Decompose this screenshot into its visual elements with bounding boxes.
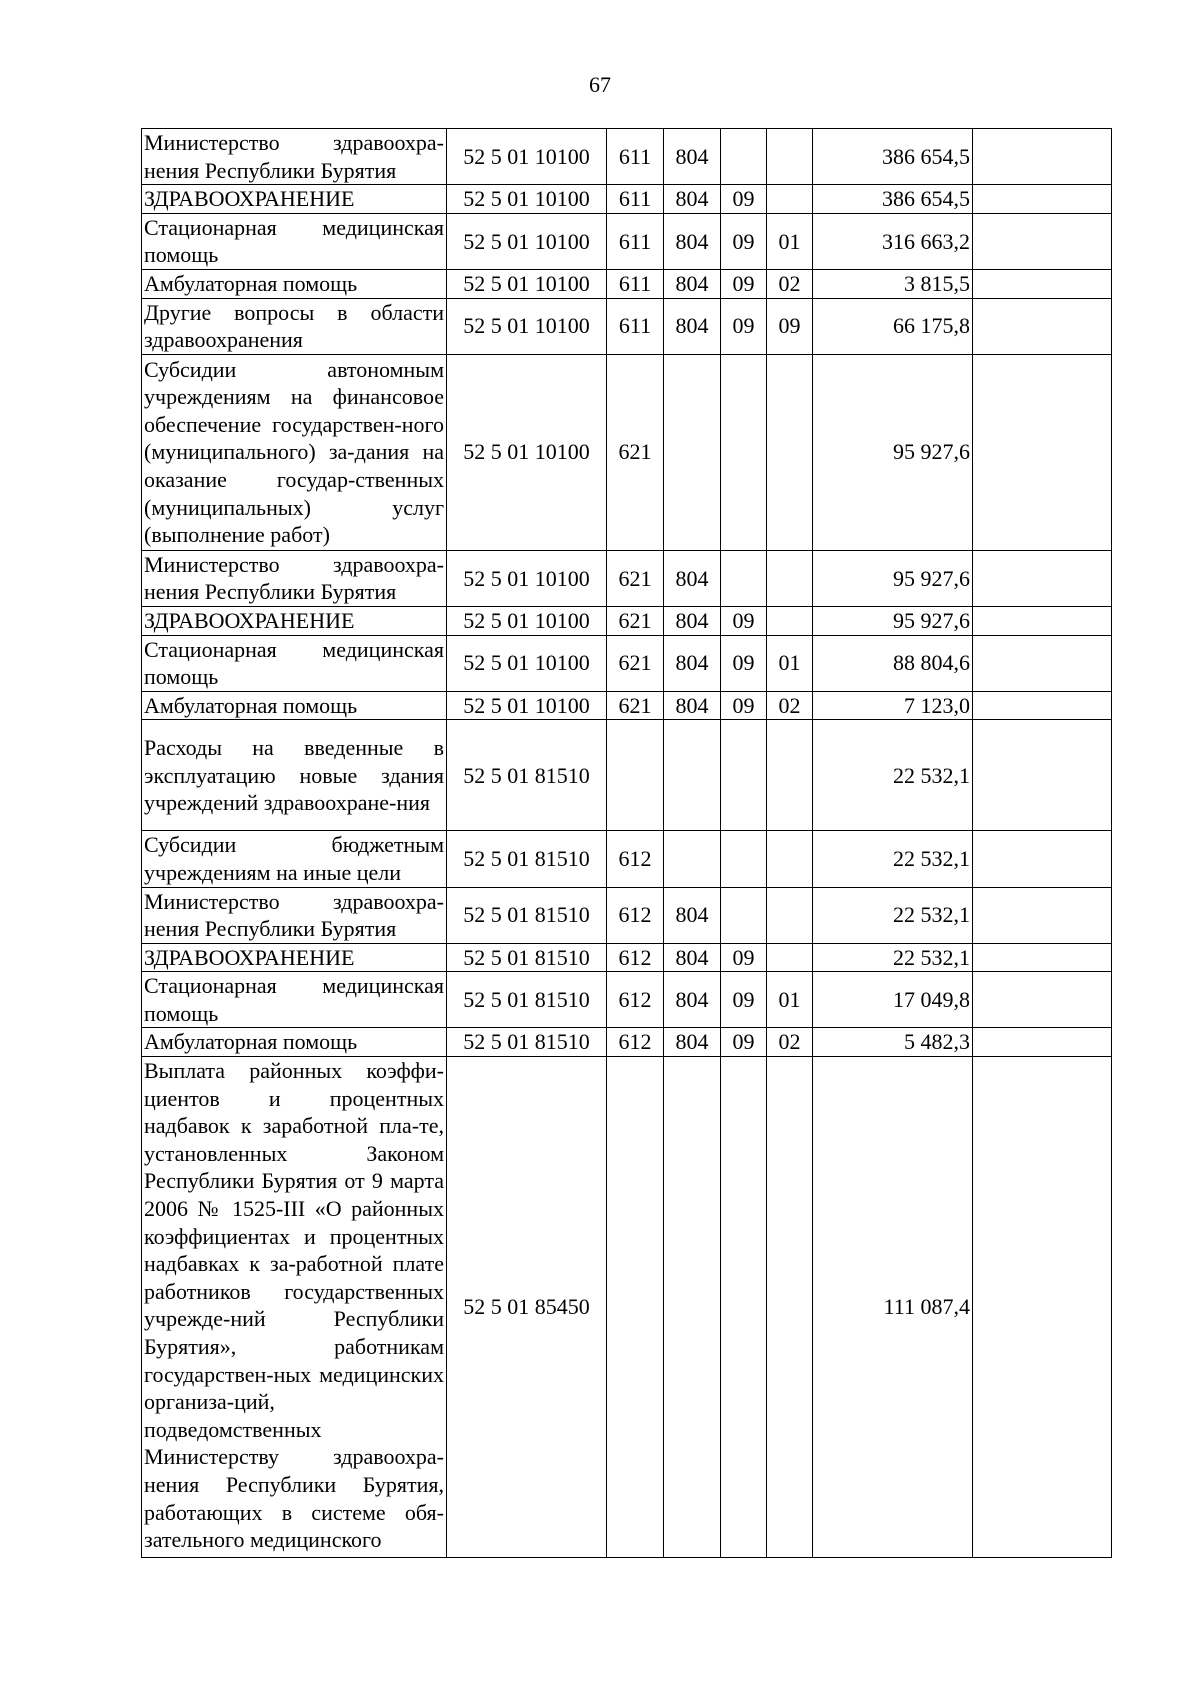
table-row — [142, 691, 1112, 720]
row-amount: 22 532,1 — [813, 720, 973, 831]
row-grbs: 804 — [664, 606, 721, 635]
page-number: 67 — [589, 72, 611, 97]
row-rz — [721, 129, 767, 185]
row-csr: 52 5 01 81510 — [447, 972, 607, 1028]
row-amount: 95 927,6 — [813, 550, 973, 606]
row-extra — [973, 550, 1112, 606]
row-vr: 611 — [607, 298, 664, 354]
row-extra — [973, 887, 1112, 943]
row-vr: 611 — [607, 269, 664, 298]
row-name: Амбулаторная помощь — [142, 1028, 447, 1057]
row-amount: 316 663,2 — [813, 213, 973, 269]
row-name: Расходы на введенные в эксплуатацию новые здания учреждений здравоохране-ния — [142, 720, 447, 831]
row-extra — [973, 185, 1112, 214]
row-name: Выплата районных коэффи-циентов и процентных надбавок к заработной пла-те, установленных Законом Республики Бурятия от 9 марта 2006 № 1525-III «О районных коэффициентах и процентных надбавках к за-работной плате работников государственных учрежде-ний Республики Бурятия», работникам государствен-ных медицинских организа-ций, подведомственных Министерству здравоохра-нения Республики Бурятия, работающих в системе обя-зательного медицинского — [142, 1057, 447, 1558]
row-pr — [767, 831, 813, 887]
row-csr: 52 5 01 81510 — [447, 943, 607, 972]
row-name: Субсидии бюджетным учреждениям на иные цели — [142, 831, 447, 887]
row-rz: 09 — [721, 972, 767, 1028]
row-name: Амбулаторная помощь — [142, 269, 447, 298]
row-rz: 09 — [721, 298, 767, 354]
row-rz: 09 — [721, 635, 767, 691]
row-amount: 22 532,1 — [813, 943, 973, 972]
row-csr: 52 5 01 10100 — [447, 606, 607, 635]
row-amount: 5 482,3 — [813, 1028, 973, 1057]
row-pr: 01 — [767, 635, 813, 691]
row-amount: 95 927,6 — [813, 354, 973, 550]
row-pr — [767, 887, 813, 943]
table-row — [142, 720, 1112, 831]
row-vr: 611 — [607, 213, 664, 269]
row-rz — [721, 354, 767, 550]
row-csr: 52 5 01 81510 — [447, 1028, 607, 1057]
row-pr — [767, 720, 813, 831]
table-row — [142, 972, 1112, 1028]
row-extra — [973, 354, 1112, 550]
row-grbs: 804 — [664, 129, 721, 185]
row-vr: 612 — [607, 1028, 664, 1057]
row-csr: 52 5 01 10100 — [447, 635, 607, 691]
row-vr: 611 — [607, 185, 664, 214]
table-row — [142, 354, 1112, 550]
row-extra — [973, 213, 1112, 269]
row-csr: 52 5 01 10100 — [447, 129, 607, 185]
row-csr: 52 5 01 10100 — [447, 185, 607, 214]
row-csr: 52 5 01 10100 — [447, 269, 607, 298]
row-name: ЗДРАВООХРАНЕНИЕ — [142, 606, 447, 635]
row-csr: 52 5 01 10100 — [447, 298, 607, 354]
row-extra — [973, 1057, 1112, 1558]
row-grbs: 804 — [664, 185, 721, 214]
row-pr: 02 — [767, 269, 813, 298]
row-pr: 01 — [767, 972, 813, 1028]
row-grbs: 804 — [664, 550, 721, 606]
row-csr: 52 5 01 85450 — [447, 1057, 607, 1558]
row-pr — [767, 943, 813, 972]
row-csr: 52 5 01 81510 — [447, 887, 607, 943]
row-vr: 612 — [607, 943, 664, 972]
row-name: Стационарная медицинская помощь — [142, 213, 447, 269]
row-extra — [973, 129, 1112, 185]
row-pr — [767, 550, 813, 606]
row-rz — [721, 1057, 767, 1558]
table-row — [142, 943, 1112, 972]
row-extra — [973, 831, 1112, 887]
row-extra — [973, 606, 1112, 635]
row-grbs: 804 — [664, 1028, 721, 1057]
row-grbs: 804 — [664, 635, 721, 691]
row-vr: 611 — [607, 129, 664, 185]
row-extra — [973, 269, 1112, 298]
table-row — [142, 831, 1112, 887]
row-pr: 02 — [767, 1028, 813, 1057]
row-vr: 621 — [607, 550, 664, 606]
row-rz: 09 — [721, 213, 767, 269]
row-amount: 22 532,1 — [813, 887, 973, 943]
row-amount: 17 049,8 — [813, 972, 973, 1028]
row-grbs: 804 — [664, 887, 721, 943]
row-amount: 386 654,5 — [813, 129, 973, 185]
row-pr: 02 — [767, 691, 813, 720]
row-vr: 612 — [607, 887, 664, 943]
row-grbs: 804 — [664, 269, 721, 298]
row-rz — [721, 720, 767, 831]
row-vr: 612 — [607, 972, 664, 1028]
table-row — [142, 269, 1112, 298]
table-row — [142, 635, 1112, 691]
row-extra — [973, 298, 1112, 354]
table-row — [142, 550, 1112, 606]
row-extra — [973, 720, 1112, 831]
row-extra — [973, 635, 1112, 691]
table-row — [142, 129, 1112, 185]
row-name: Стационарная медицинская помощь — [142, 635, 447, 691]
row-pr: 01 — [767, 213, 813, 269]
row-extra — [973, 691, 1112, 720]
row-rz — [721, 550, 767, 606]
row-csr: 52 5 01 81510 — [447, 831, 607, 887]
row-grbs — [664, 831, 721, 887]
row-rz: 09 — [721, 269, 767, 298]
row-vr: 612 — [607, 831, 664, 887]
row-grbs — [664, 354, 721, 550]
row-name: Стационарная медицинская помощь — [142, 972, 447, 1028]
table-row — [142, 298, 1112, 354]
row-vr — [607, 720, 664, 831]
row-pr — [767, 1057, 813, 1558]
row-amount: 88 804,6 — [813, 635, 973, 691]
row-pr: 09 — [767, 298, 813, 354]
row-rz: 09 — [721, 185, 767, 214]
row-vr: 621 — [607, 606, 664, 635]
row-pr — [767, 354, 813, 550]
row-name: ЗДРАВООХРАНЕНИЕ — [142, 943, 447, 972]
row-amount: 95 927,6 — [813, 606, 973, 635]
row-pr — [767, 606, 813, 635]
row-name: Министерство здравоохра-нения Республики Бурятия — [142, 550, 447, 606]
row-name: ЗДРАВООХРАНЕНИЕ — [142, 185, 447, 214]
row-csr: 52 5 01 10100 — [447, 550, 607, 606]
row-name: Министерство здравоохра-нения Республики Бурятия — [142, 887, 447, 943]
row-extra — [973, 1028, 1112, 1057]
table-row — [142, 606, 1112, 635]
row-rz: 09 — [721, 606, 767, 635]
budget-table-body — [142, 129, 1112, 1558]
row-extra — [973, 972, 1112, 1028]
table-row — [142, 213, 1112, 269]
row-rz: 09 — [721, 691, 767, 720]
row-rz: 09 — [721, 943, 767, 972]
row-amount: 3 815,5 — [813, 269, 973, 298]
row-name: Министерство здравоохра-нения Республики Бурятия — [142, 129, 447, 185]
row-csr: 52 5 01 10100 — [447, 213, 607, 269]
row-vr: 621 — [607, 354, 664, 550]
row-grbs: 804 — [664, 298, 721, 354]
budget-table — [141, 128, 1112, 1558]
row-grbs — [664, 720, 721, 831]
row-name: Амбулаторная помощь — [142, 691, 447, 720]
row-rz — [721, 831, 767, 887]
row-pr — [767, 129, 813, 185]
row-csr: 52 5 01 10100 — [447, 691, 607, 720]
row-rz — [721, 887, 767, 943]
row-grbs: 804 — [664, 691, 721, 720]
row-vr — [607, 1057, 664, 1558]
row-name: Другие вопросы в области здравоохранения — [142, 298, 447, 354]
row-grbs — [664, 1057, 721, 1558]
table-row — [142, 1057, 1112, 1558]
row-csr: 52 5 01 81510 — [447, 720, 607, 831]
row-extra — [973, 943, 1112, 972]
table-row — [142, 887, 1112, 943]
row-amount: 111 087,4 — [813, 1057, 973, 1558]
row-amount: 7 123,0 — [813, 691, 973, 720]
row-grbs: 804 — [664, 943, 721, 972]
row-pr — [767, 185, 813, 214]
row-rz: 09 — [721, 1028, 767, 1057]
row-grbs: 804 — [664, 972, 721, 1028]
row-amount: 66 175,8 — [813, 298, 973, 354]
row-amount: 22 532,1 — [813, 831, 973, 887]
row-csr: 52 5 01 10100 — [447, 354, 607, 550]
row-vr: 621 — [607, 691, 664, 720]
table-row — [142, 1028, 1112, 1057]
row-vr: 621 — [607, 635, 664, 691]
table-row — [142, 185, 1112, 214]
row-amount: 386 654,5 — [813, 185, 973, 214]
row-grbs: 804 — [664, 213, 721, 269]
row-name: Субсидии автономным учреждениям на финансовое обеспечение государствен-ного (муниципального) за-дания на оказание государ-ственных (муниципальных) услуг (выполнение работ) — [142, 354, 447, 550]
